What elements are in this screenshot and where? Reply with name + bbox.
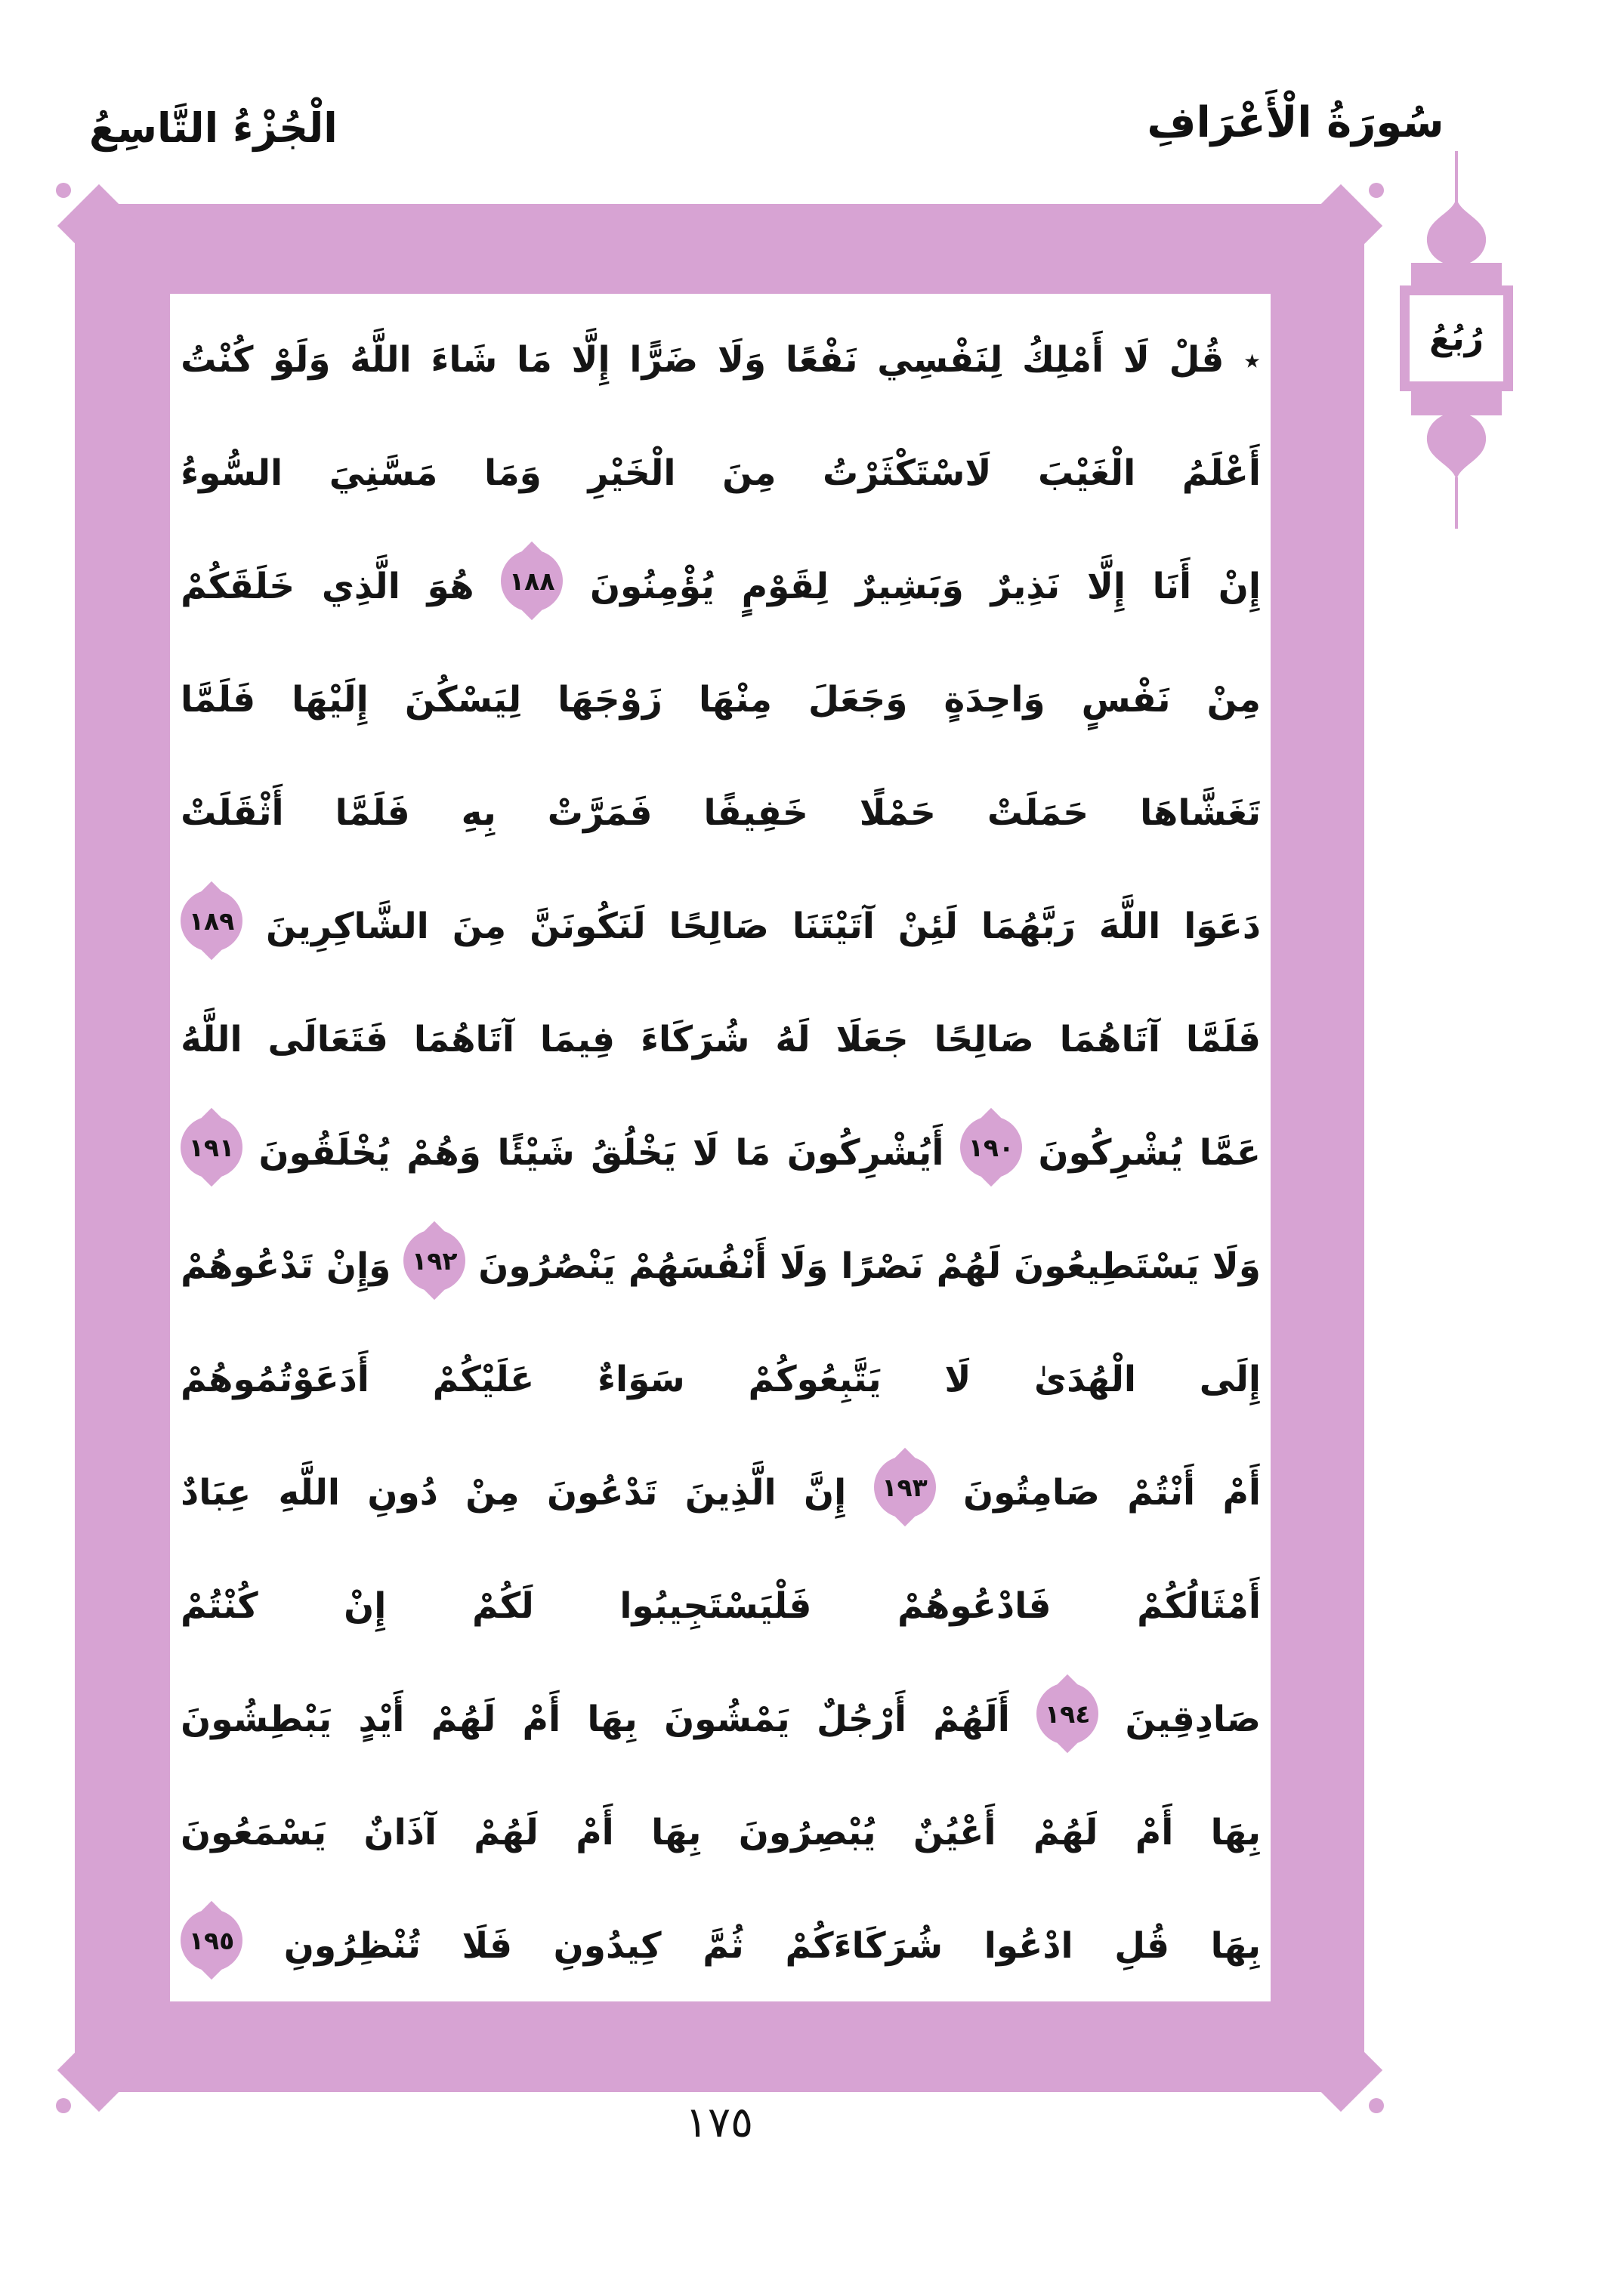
- mushaf-line: [181, 1317, 1261, 1430]
- quran-word: سَوَاءٌ: [597, 1358, 685, 1400]
- quran-word: وَلَا: [1212, 1245, 1261, 1287]
- quran-word: لَكُمْ: [471, 1585, 534, 1627]
- quran-word: أَنَا: [1152, 565, 1192, 607]
- quran-word: هُوَ: [427, 565, 474, 607]
- quran-word: وَلَا: [717, 338, 767, 381]
- mushaf-line: [181, 1884, 1261, 1997]
- quran-word: الْخَيْرِ: [588, 452, 676, 494]
- verse-number-marker: [1036, 1683, 1098, 1745]
- quran-word: فَلَمَّا: [1185, 1018, 1261, 1060]
- ornament-bar-top: [1411, 263, 1502, 287]
- quran-word: لَا: [692, 1131, 719, 1174]
- frame-corner-dot: [56, 183, 71, 198]
- quran-word: مِنْهَا: [698, 678, 772, 721]
- quran-word: لَهُ: [775, 1018, 811, 1060]
- quran-word: كُنْتُمْ: [181, 1585, 258, 1627]
- rub-hizb-ornament: [1400, 151, 1513, 529]
- quran-word: كِيدُونِ: [553, 1924, 662, 1967]
- quran-text-area: [170, 293, 1271, 2001]
- rub-label: رُبُعُ: [1429, 319, 1484, 358]
- quran-word: ضَرًّا: [629, 338, 699, 381]
- verse-number: ١٩١: [188, 1132, 235, 1162]
- quran-word: يَسْمَعُونَ: [181, 1811, 327, 1853]
- quran-word: وَبَشِيرٌ: [855, 565, 964, 607]
- quran-word: يَسْتَطِيعُونَ: [1014, 1245, 1200, 1287]
- dome-finial-icon: [1419, 412, 1494, 480]
- quran-word: نَصْرًا: [841, 1245, 924, 1287]
- quran-word: مِنْ: [1206, 678, 1261, 721]
- quran-word: نَفْعًا: [785, 338, 858, 381]
- quran-word: أَعْيُنٌ: [913, 1811, 996, 1853]
- quran-word: يَمْشُونَ: [664, 1698, 790, 1740]
- quran-word: أَيْدٍ: [358, 1698, 405, 1740]
- quran-word: صَامِتُونَ: [962, 1471, 1100, 1514]
- verse-number-marker: [874, 1456, 936, 1518]
- quran-word: يُشْرِكُونَ: [1038, 1131, 1184, 1174]
- quran-word: آتَاهُمَا: [413, 1018, 514, 1060]
- verse-number-marker: [960, 1116, 1022, 1178]
- frame-band-left: [102, 229, 170, 2068]
- quran-word: أَمْ: [1222, 1471, 1261, 1514]
- quran-word: مَسَّنِيَ: [329, 452, 438, 494]
- mushaf-line: [181, 1657, 1261, 1770]
- quran-word: آذَانٌ: [363, 1811, 437, 1853]
- juz-header: [89, 104, 338, 152]
- quran-word: أَعْلَمُ: [1181, 452, 1261, 494]
- quran-word: زَوْجَهَا: [557, 678, 662, 721]
- quran-word: تُنْظِرُونِ: [283, 1924, 421, 1967]
- quran-word: قُلْ: [1169, 338, 1225, 381]
- verse-number: ١٩٤: [1045, 1699, 1091, 1729]
- mushaf-line: [181, 864, 1261, 977]
- quran-word: أَمْلِكُ: [1022, 338, 1104, 381]
- quran-word: بِهَا: [1210, 1811, 1261, 1853]
- quran-word: لَهُمْ: [474, 1811, 539, 1853]
- quran-word: فَلَمَّا: [181, 678, 256, 721]
- verse-number: ١٩٣: [882, 1472, 928, 1502]
- verse-number: ١٩٢: [412, 1245, 458, 1276]
- quran-word: يُبْصِرُونَ: [738, 1811, 876, 1853]
- quran-word: أَدَعَوْتُمُوهُمْ: [181, 1358, 369, 1400]
- quran-word: شَاءَ: [431, 338, 498, 381]
- quran-word: الْهُدَىٰ: [1034, 1358, 1137, 1400]
- quran-word: فَلَا: [462, 1924, 512, 1967]
- quran-word: خَفِيفًا: [703, 792, 808, 834]
- mushaf-line: [181, 411, 1261, 524]
- quran-word: كُنْتُ: [181, 338, 254, 381]
- quran-word: لِيَسْكُنَ: [404, 678, 522, 721]
- quran-word: فَلَمَّا: [335, 792, 410, 834]
- quran-word: السُّوءُ: [181, 452, 283, 494]
- juz-title: الْجُزْءُ التَّاسِعُ: [89, 104, 338, 152]
- ornament-line-top: [1455, 151, 1458, 204]
- mushaf-line: [181, 1430, 1261, 1544]
- frame-zigzag-bottom: [113, 2063, 1326, 2092]
- quran-word: أَمْثَالُكُمْ: [1137, 1585, 1261, 1627]
- quran-word: صَالِحًا: [669, 905, 769, 947]
- quran-word: لَا: [944, 1358, 971, 1400]
- frame-zigzag-left: [75, 242, 103, 2054]
- quran-word: وَلَوْ: [273, 338, 331, 381]
- frame-band-right: [1271, 229, 1337, 2068]
- mushaf-line: [181, 1091, 1261, 1204]
- quran-word: مِنَ: [452, 905, 507, 947]
- quran-word: فَتَعَالَى: [267, 1018, 388, 1060]
- quran-word: يَبْطِشُونَ: [181, 1698, 332, 1740]
- quran-word: إِلَّا: [571, 338, 610, 381]
- quran-word: ثُمَّ: [703, 1924, 744, 1967]
- mushaf-line: [181, 1204, 1261, 1317]
- quran-word: مِنْ: [465, 1471, 520, 1514]
- rub-el-hizb-star-icon: ٭: [1243, 341, 1261, 378]
- quran-word: رَبَّهُمَا: [981, 905, 1076, 947]
- mushaf-line: [181, 298, 1261, 411]
- quran-word: فَمَرَّتْ: [547, 792, 653, 834]
- quran-word: أَمْ: [1135, 1811, 1174, 1853]
- verse-number-marker: [501, 550, 563, 612]
- quran-word: إِلَّا: [1086, 565, 1126, 607]
- mushaf-line: [181, 751, 1261, 864]
- mushaf-line: [181, 977, 1261, 1091]
- quran-word: حَمَلَتْ: [987, 792, 1089, 834]
- quran-word: عِبَادٌ: [181, 1471, 252, 1514]
- frame-corner-dot: [1369, 2098, 1384, 2113]
- quran-word: بِهَا: [587, 1698, 638, 1740]
- frame-zigzag-top: [113, 204, 1326, 233]
- quran-word: لَهُمْ: [936, 1245, 1002, 1287]
- quran-word: لَئِنْ: [897, 905, 958, 947]
- quran-word: أَمْ: [522, 1698, 561, 1740]
- quran-word: إِنْ: [1218, 565, 1261, 607]
- frame-corner-dot: [1369, 183, 1384, 198]
- quran-word: اللَّهِ: [278, 1471, 340, 1514]
- quran-word: اللَّهَ: [1098, 905, 1161, 947]
- quran-word: لَاسْتَكْثَرْتُ: [823, 452, 992, 494]
- verse-number-marker: [181, 890, 242, 952]
- quran-word: بِهِ: [461, 792, 496, 834]
- surah-title: سُورَةُ الْأَعْرَافِ: [1147, 98, 1444, 147]
- mushaf-line: [181, 524, 1261, 637]
- quran-word: إِلَيْهَا: [292, 678, 369, 721]
- verse-number: ١٨٨: [509, 566, 555, 596]
- surah-header: [1118, 98, 1473, 147]
- quran-word: دُونِ: [367, 1471, 438, 1514]
- quran-word: تَغَشَّاهَا: [1140, 792, 1261, 834]
- quran-word: قُلِ: [1114, 1924, 1170, 1967]
- mushaf-line: [181, 1544, 1261, 1657]
- quran-word: لَهُمْ: [431, 1698, 496, 1740]
- quran-word: فِيمَا: [539, 1018, 616, 1060]
- quran-word: يُؤْمِنُونَ: [589, 565, 715, 607]
- quran-word: يُخْلَقُونَ: [258, 1131, 391, 1174]
- quran-word: مَا: [517, 338, 552, 381]
- quran-word: خَلَقَكُمْ: [181, 565, 295, 607]
- frame-corner-dot: [56, 2098, 71, 2113]
- quran-word: شَيْئًا: [497, 1131, 575, 1174]
- mushaf-line: [181, 637, 1261, 751]
- quran-word: اللَّهُ: [181, 1018, 242, 1060]
- quran-word: صَادِقِينَ: [1125, 1698, 1261, 1740]
- quran-word: عَمَّا: [1199, 1131, 1261, 1174]
- quran-word: بِهَا: [1210, 1924, 1261, 1967]
- verse-number-marker: [181, 1909, 242, 1971]
- quran-word: نَفْسٍ: [1081, 678, 1171, 721]
- quran-word: يَنْصُرُونَ: [478, 1245, 616, 1287]
- quran-word: أَنْتُمْ: [1127, 1471, 1196, 1514]
- quran-word: عَلَيْكُمْ: [432, 1358, 535, 1400]
- quran-word: وَلَا: [780, 1245, 829, 1287]
- quran-word: لِقَوْمٍ: [741, 565, 829, 607]
- quran-word: وَإِنْ: [326, 1245, 391, 1287]
- quran-word: وَاحِدَةٍ: [944, 678, 1045, 721]
- quran-word: اللَّهُ: [350, 338, 412, 381]
- verse-number: ١٩٥: [188, 1925, 235, 1955]
- quran-word: أَرْجُلٌ: [816, 1698, 906, 1740]
- quran-word: مِنَ: [722, 452, 777, 494]
- verse-number: ١٨٩: [188, 906, 235, 936]
- verse-number-marker: [403, 1230, 465, 1292]
- quran-word: تَدْعُونَ: [546, 1471, 658, 1514]
- quran-word: وَهُمْ: [406, 1131, 481, 1174]
- rub-marker-box: [1400, 285, 1513, 391]
- quran-word: فَادْعُوهُمْ: [897, 1585, 1052, 1627]
- frame-band-bottom: [102, 2001, 1337, 2068]
- quran-word: يَتَّبِعُوكُمْ: [748, 1358, 882, 1400]
- quran-word: لِنَفْسِي: [877, 338, 1003, 381]
- quran-word: وَجَعَلَ: [808, 678, 908, 721]
- quran-word: وَمَا: [483, 452, 542, 494]
- frame-band-top: [102, 229, 1337, 294]
- quran-word: أَثْقَلَتْ: [181, 792, 284, 834]
- quran-word: شُرَكَاءَكُمْ: [785, 1924, 944, 1967]
- quran-word: ادْعُوا: [984, 1924, 1073, 1967]
- dome-finial-icon: [1419, 198, 1494, 266]
- quran-word: إِلَى: [1199, 1358, 1261, 1400]
- quran-word: لَنَكُونَنَّ: [530, 905, 646, 947]
- quran-word: إِنَّ: [804, 1471, 847, 1514]
- quran-word: لَهُمْ: [1033, 1811, 1098, 1853]
- quran-word: فَلْيَسْتَجِيبُوا: [619, 1585, 812, 1627]
- quran-word: لَا: [1123, 338, 1150, 381]
- quran-word: صَالِحًا: [934, 1018, 1034, 1060]
- quran-word: دَعَوَا: [1184, 905, 1261, 947]
- quran-word: بِهَا: [651, 1811, 702, 1853]
- quran-word: نَذِيرٌ: [990, 565, 1061, 607]
- quran-word: جَعَلَا: [835, 1018, 909, 1060]
- quran-word: أَمْ: [576, 1811, 614, 1853]
- quran-word: حَمْلًا: [859, 792, 936, 834]
- quran-word: أَلَهُمْ: [933, 1698, 1010, 1740]
- quran-word: الَّذِي: [321, 565, 400, 607]
- quran-word: مَا: [735, 1131, 771, 1174]
- quran-word: إِنْ: [344, 1585, 387, 1627]
- quran-word: يَخْلُقُ: [591, 1131, 677, 1174]
- quran-word: الْغَيْبَ: [1037, 452, 1136, 494]
- mushaf-line: [181, 1770, 1261, 1884]
- page-number: ١٧٥: [684, 2098, 754, 2147]
- verse-number-marker: [181, 1116, 242, 1178]
- quran-word: أَنْفُسَهُمْ: [628, 1245, 767, 1287]
- verse-number: ١٩٠: [968, 1132, 1015, 1162]
- frame-zigzag-right: [1336, 242, 1364, 2054]
- quran-word: الشَّاكِرِينَ: [266, 905, 429, 947]
- quran-word: تَدْعُوهُمْ: [181, 1245, 313, 1287]
- quran-word: الَّذِينَ: [684, 1471, 777, 1514]
- quran-word: أَيُشْرِكُونَ: [786, 1131, 944, 1174]
- quran-word: آتَاهُمَا: [1059, 1018, 1160, 1060]
- ornament-line-bottom: [1455, 477, 1458, 529]
- quran-word: آتَيْتَنَا: [792, 905, 875, 947]
- quran-word: شُرَكَاءَ: [641, 1018, 750, 1060]
